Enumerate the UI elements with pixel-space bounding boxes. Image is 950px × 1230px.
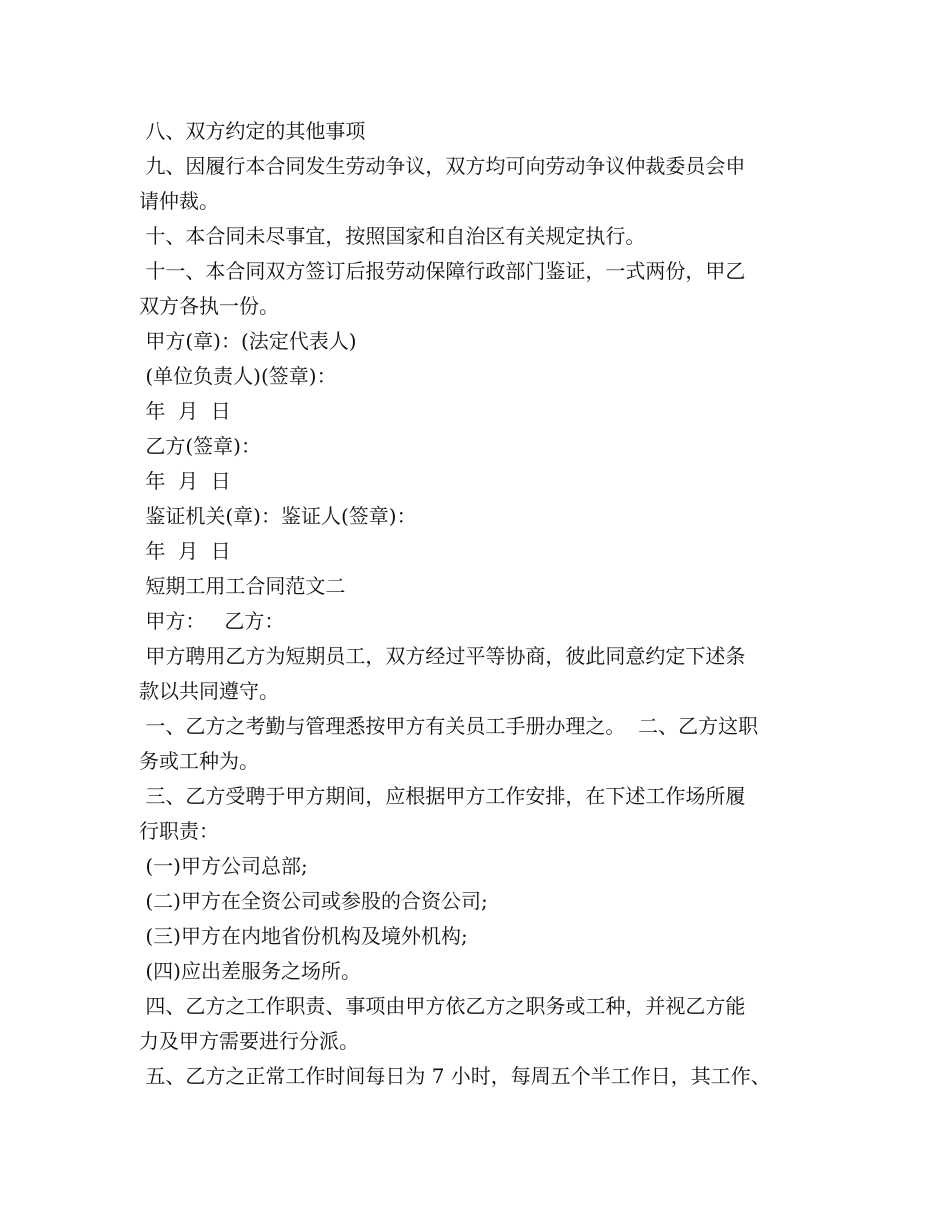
text-line: 请仲裁。	[139, 189, 219, 213]
text-line: 年 月 日	[139, 399, 231, 423]
text-line: 四、乙方之工作职责、事项由甲方依乙方之职务或工种，并视乙方能	[139, 994, 746, 1018]
text-line: 务或工种为。	[139, 749, 259, 773]
text-line: 年 月 日	[139, 469, 231, 493]
text-line: 款以共同遵守。	[139, 679, 279, 703]
text-line: 八、双方约定的其他事项	[139, 119, 366, 143]
text-line: (三)甲方在内地省份机构及境外机构;	[139, 924, 468, 948]
text-line: 三、乙方受聘于甲方期间，应根据甲方工作安排，在下述工作场所履	[139, 784, 746, 808]
text-line: 一、乙方之考勤与管理悉按甲方有关员工手册办理之。 二、乙方这职	[139, 714, 759, 738]
text-line: 年 月 日	[139, 539, 231, 563]
text-line: 五、乙方之正常工作时间每日为 7 小时，每周五个半工作日，其工作、	[139, 1064, 771, 1088]
text-line: (一)甲方公司总部;	[139, 854, 308, 878]
text-line: 九、因履行本合同发生劳动争议，双方均可向劳动争议仲裁委员会申	[139, 154, 746, 178]
text-line: (四)应出差服务之场所。	[139, 959, 361, 983]
text-line: 双方各执一份。	[139, 294, 279, 318]
text-line: 甲方(章)：(法定代表人)	[139, 329, 357, 353]
text-line: 行职责：	[139, 819, 219, 843]
text-line: (单位负责人)(签章)：	[139, 364, 337, 388]
text-line: 十一、本合同双方签订后报劳动保障行政部门鉴证，一式两份，甲乙	[139, 259, 746, 283]
text-line: 十、本合同未尽事宜，按照国家和自治区有关规定执行。	[139, 224, 646, 248]
text-line: 甲方聘用乙方为短期员工，双方经过平等协商，彼此同意约定下述条	[139, 644, 746, 668]
section-heading: 短期工用工合同范文二	[139, 574, 346, 598]
text-line: 鉴证机关(章)：鉴证人(签章)：	[139, 504, 417, 528]
text-line: (二)甲方在全资公司或参股的合资公司;	[139, 889, 488, 913]
text-line: 力及甲方需要进行分派。	[139, 1029, 359, 1053]
text-line: 甲方： 乙方：	[139, 609, 285, 633]
document-body	[139, 114, 829, 1094]
text-line: 乙方(签章)：	[139, 434, 261, 458]
